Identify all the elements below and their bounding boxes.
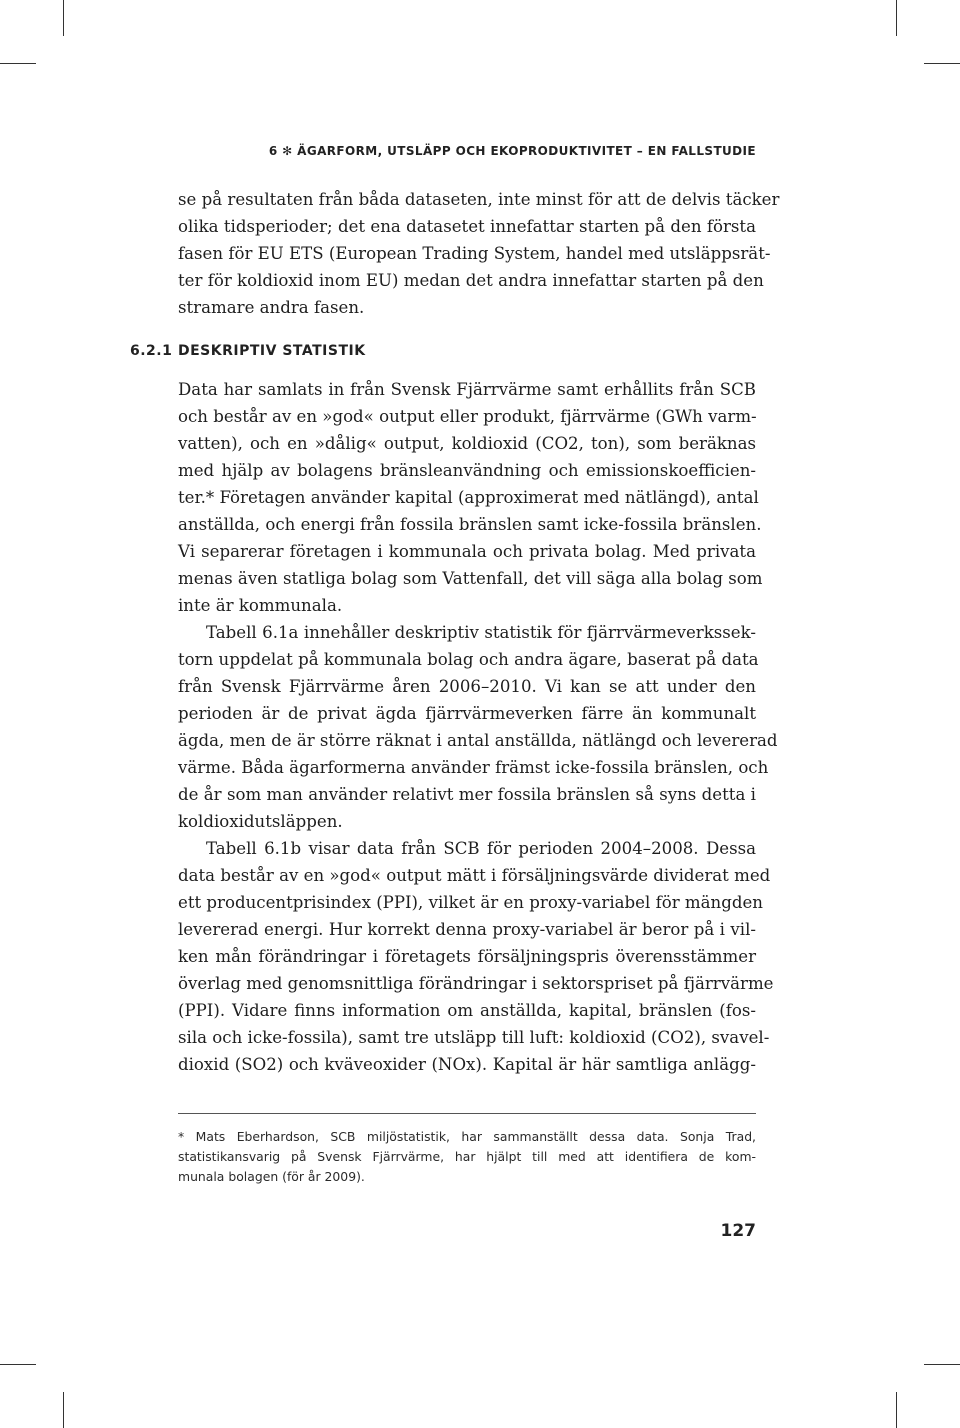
text-line: anställda, och energi från fossila bränslen samt icke-fossila bränslen.: [178, 515, 762, 534]
text-line: data består av en »god« output mätt i försäljningsvärde dividerat med: [178, 866, 771, 885]
section-title: DESKRIPTIV STATISTIK: [178, 343, 366, 359]
footnote-line: munala bolagen (för år 2009).: [178, 1169, 365, 1184]
crop-mark: [896, 0, 897, 36]
text-line: ter för koldioxid inom EU) medan det andra innefattar starten på den: [178, 271, 764, 290]
crop-mark: [896, 1392, 897, 1428]
body-text: [178, 376, 778, 1078]
text-line: från Svensk Fjärrvärme åren 2006–2010. Vi kan se att under den: [178, 677, 756, 696]
page-number: 127: [720, 1221, 756, 1241]
text-line: överlag med genomsnittliga förändringar i sektorspriset på fjärrvärme: [178, 974, 774, 993]
text-line: torn uppdelat på kommunala bolag och andra ägare, baserat på data: [178, 650, 759, 669]
footnote-line: statistikansvarig på Svensk Fjärrvärme, har hjälpt till med att identifiera de kom-: [178, 1149, 756, 1164]
text-line: de år som man använder relativt mer fossila bränslen så syns detta i: [178, 785, 756, 804]
crop-mark: [63, 0, 64, 36]
text-line: värme. Båda ägarformerna använder främst icke-fossila bränslen, och: [178, 758, 769, 777]
crop-mark: [63, 1392, 64, 1428]
section-heading: [130, 343, 756, 359]
text-line: och består av en »god« output eller produkt, fjärrvärme (GWh varm-: [178, 407, 757, 426]
footnote-divider: [178, 1113, 756, 1114]
text-line: vatten), och en »dålig« output, koldioxid (CO2, ton), som beräknas: [178, 434, 756, 453]
text-line: fasen för EU ETS (European Trading System, handel med utsläppsrät-: [178, 244, 771, 263]
footnote-line: * Mats Eberhardson, SCB miljöstatistik, har sammanställt dessa data. Sonja Trad,: [178, 1129, 756, 1144]
text-line: Tabell 6.1a innehåller deskriptiv statistik för fjärrvärmeverkssek-: [206, 623, 756, 642]
text-line: ägda, men de är större räknat i antal anställda, nätlängd och levererad: [178, 731, 778, 750]
text-line: perioden är de privat ägda fjärrvärmeverken färre än kommunalt: [178, 704, 756, 723]
footnote: [178, 1127, 756, 1187]
crop-mark: [0, 1364, 36, 1365]
text-line: ken mån förändringar i företagets försäljningspris överensstämmer: [178, 947, 756, 966]
text-line: med hjälp av bolagens bränsleanvändning och emissionskoefficien-: [178, 461, 756, 480]
text-line: levererad energi. Hur korrekt denna proxy-variabel är beror på i vil-: [178, 920, 756, 939]
crop-mark: [0, 63, 36, 64]
text-line: Vi separerar företagen i kommunala och privata bolag. Med privata: [178, 542, 756, 561]
text-line: Tabell 6.1b visar data från SCB för perioden 2004–2008. Dessa: [206, 839, 756, 858]
text-line: (PPI). Vidare finns information om anställda, kapital, bränslen (fos-: [178, 1001, 756, 1020]
text-line: sila och icke-fossila), samt tre utsläpp till luft: koldioxid (CO2), svavel-: [178, 1028, 770, 1047]
text-line: koldioxidutsläppen.: [178, 812, 343, 831]
text-line: dioxid (SO2) och kväveoxider (NOx). Kapital är här samtliga anlägg-: [178, 1055, 756, 1074]
text-line: inte är kommunala.: [178, 596, 343, 615]
text-line: menas även statliga bolag som Vattenfall, det vill säga alla bolag som: [178, 569, 763, 588]
text-line: se på resultaten från båda dataseten, inte minst för att de delvis täcker: [178, 190, 780, 209]
running-head: 6 ✻ ÄGARFORM, UTSLÄPP OCH EKOPRODUKTIVITET – EN FALLSTUDIE: [268, 144, 756, 158]
text-line: olika tidsperioder; det ena datasetet innefattar starten på den första: [178, 217, 756, 236]
text-line: ett producentprisindex (PPI), vilket är en proxy-variabel för mängden: [178, 893, 763, 912]
text-line: ter.* Företagen använder kapital (approximerat med nätlängd), antal: [178, 488, 759, 507]
crop-mark: [924, 1364, 960, 1365]
text-line: stramare andra fasen.: [178, 298, 365, 317]
crop-mark: [924, 63, 960, 64]
section-number: 6.2.1: [130, 343, 173, 359]
text-line: Data har samlats in från Svensk Fjärrvärme samt erhållits från SCB: [178, 380, 756, 399]
intro-paragraph: [178, 186, 780, 321]
